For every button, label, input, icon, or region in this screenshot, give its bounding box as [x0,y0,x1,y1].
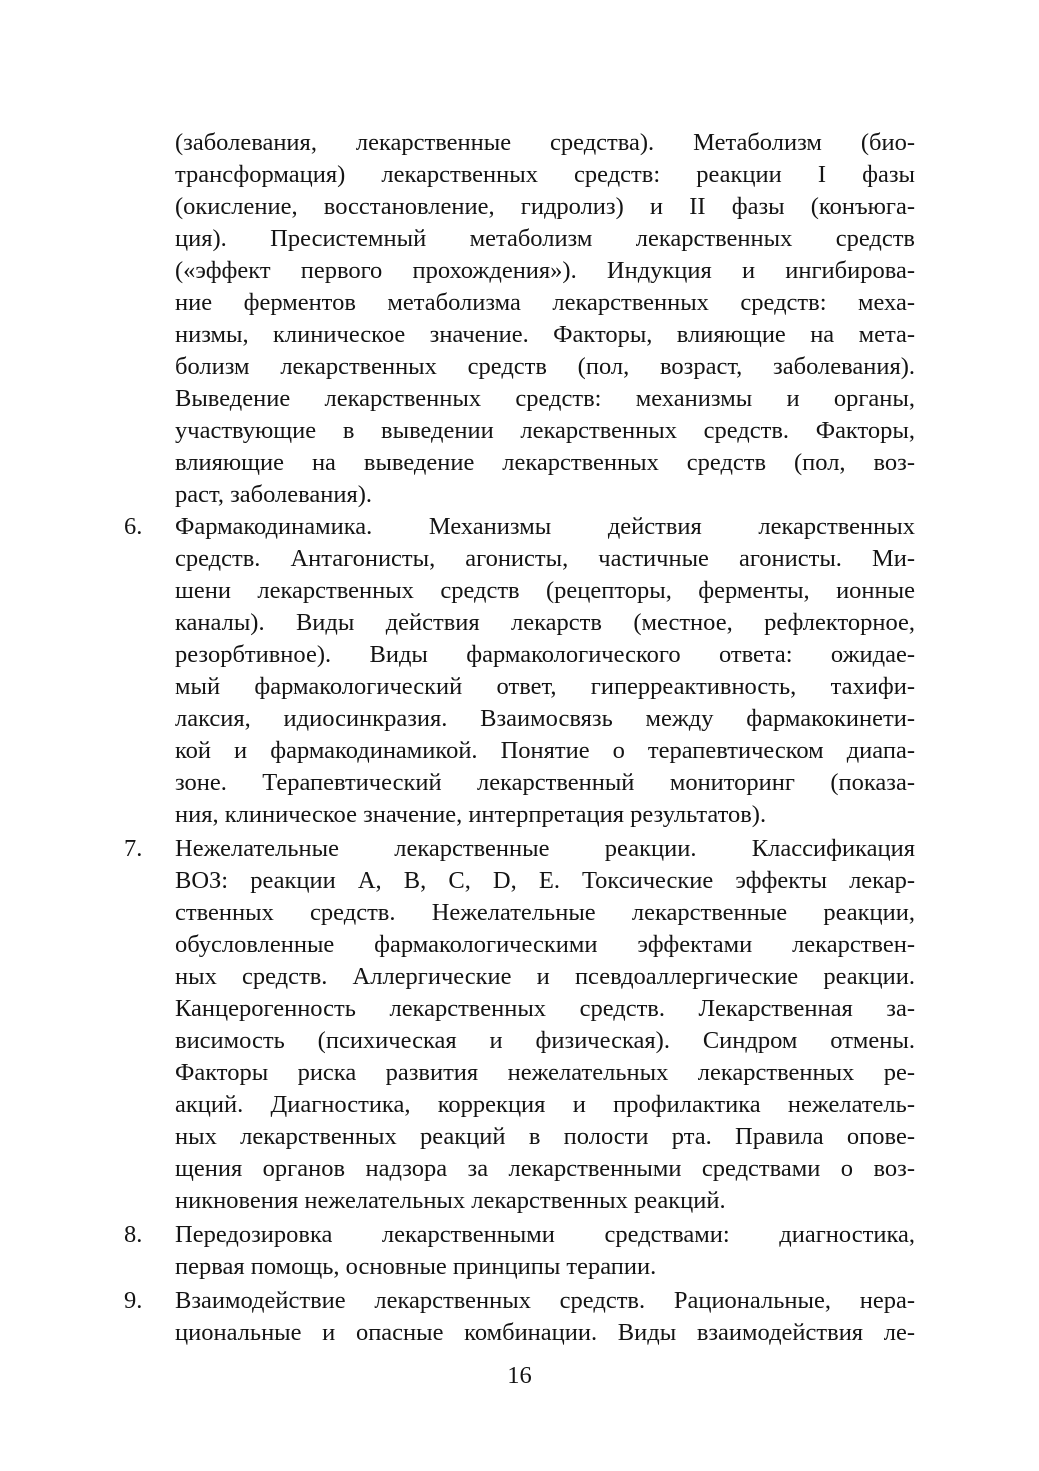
text-line: ственных средств. Нежелательные лекарственные реакции, [175,899,915,926]
text-line: влияющие на выведение лекарственных средств (пол, воз- [175,449,915,476]
text-line: участвующие в выведении лекарственных средств. Факторы, [175,417,915,444]
text-line: средств. Антагонисты, агонисты, частичные агонисты. Ми- [175,545,915,572]
text-line: никновения нежелательных лекарственных реакций. [175,1187,726,1214]
text-line: Нежелательные лекарственные реакции. Классификация [175,835,915,862]
text-line: акций. Диагностика, коррекция и профилактика нежелатель- [175,1091,915,1118]
text-line: висимость (психическая и физическая). Синдром отмены. [175,1027,915,1054]
text-line: («эффект первого прохождения»). Индукция и ингибирова- [175,257,915,284]
text-line: каналы). Виды действия лекарств (местное, рефлекторное, [175,609,915,636]
text-line: ние ферментов метаболизма лекарственных средств: меха- [175,289,915,316]
text-line: раст, заболевания). [175,481,373,508]
text-line: (окисление, восстановление, гидролиз) и II фазы (конъюга- [175,193,915,220]
text-line: щения органов надзора за лекарственными средствами о воз- [175,1155,915,1182]
text-line: ных лекарственных реакций в полости рта. Правила опове- [175,1123,915,1150]
text-line: ных средств. Аллергические и псевдоаллергические реакции. [175,963,915,990]
text-line: циональные и опасные комбинации. Виды взаимодействия ле- [175,1319,915,1346]
text-line: трансформация) лекарственных средств: реакции I фазы [175,161,915,188]
text-line: шени лекарственных средств (рецепторы, ферменты, ионные [175,577,915,604]
text-line: низмы, клиническое значение. Факторы, влияющие на мета- [175,321,915,348]
text-line: Взаимодействие лекарственных средств. Рациональные, нера- [175,1287,915,1314]
list-item-number: 7. [124,835,143,862]
text-line: Факторы риска развития нежелательных лекарственных ре- [175,1059,915,1086]
text-line: ция). Пресистемный метаболизм лекарственных средств [175,225,915,252]
text-line: Передозировка лекарственными средствами: диагностика, [175,1221,915,1248]
text-line: (заболевания, лекарственные средства). Метаболизм (био- [175,129,915,156]
text-line: Канцерогенность лекарственных средств. Лекарственная за- [175,995,915,1022]
text-line: Фармакодинамика. Механизмы действия лекарственных [175,513,915,540]
text-line: ния, клиническое значение, интерпретация результатов). [175,801,767,828]
text-line: Выведение лекарственных средств: механизмы и органы, [175,385,915,412]
text-line: болизм лекарственных средств (пол, возраст, заболевания). [175,353,915,380]
page-number: 16 [507,1362,532,1389]
list-item-number: 6. [124,513,143,540]
text-line: лаксия, идиосинкразия. Взаимосвязь между фармакокинети- [175,705,915,732]
text-line: кой и фармакодинамикой. Понятие о терапевтическом диапа- [175,737,915,764]
text-line: мый фармакологический ответ, гиперреактивность, тахифи- [175,673,915,700]
list-item-number: 8. [124,1221,143,1248]
text-line: ВОЗ: реакции A, B, C, D, E. Токсические эффекты лекар- [175,867,915,894]
text-line: первая помощь, основные принципы терапии. [175,1253,657,1280]
list-item-number: 9. [124,1287,143,1314]
text-line: зоне. Терапевтический лекарственный мониторинг (показа- [175,769,915,796]
text-line: обусловленные фармакологическими эффектами лекарствен- [175,931,915,958]
text-line: резорбтивное). Виды фармакологического ответа: ожидае- [175,641,915,668]
